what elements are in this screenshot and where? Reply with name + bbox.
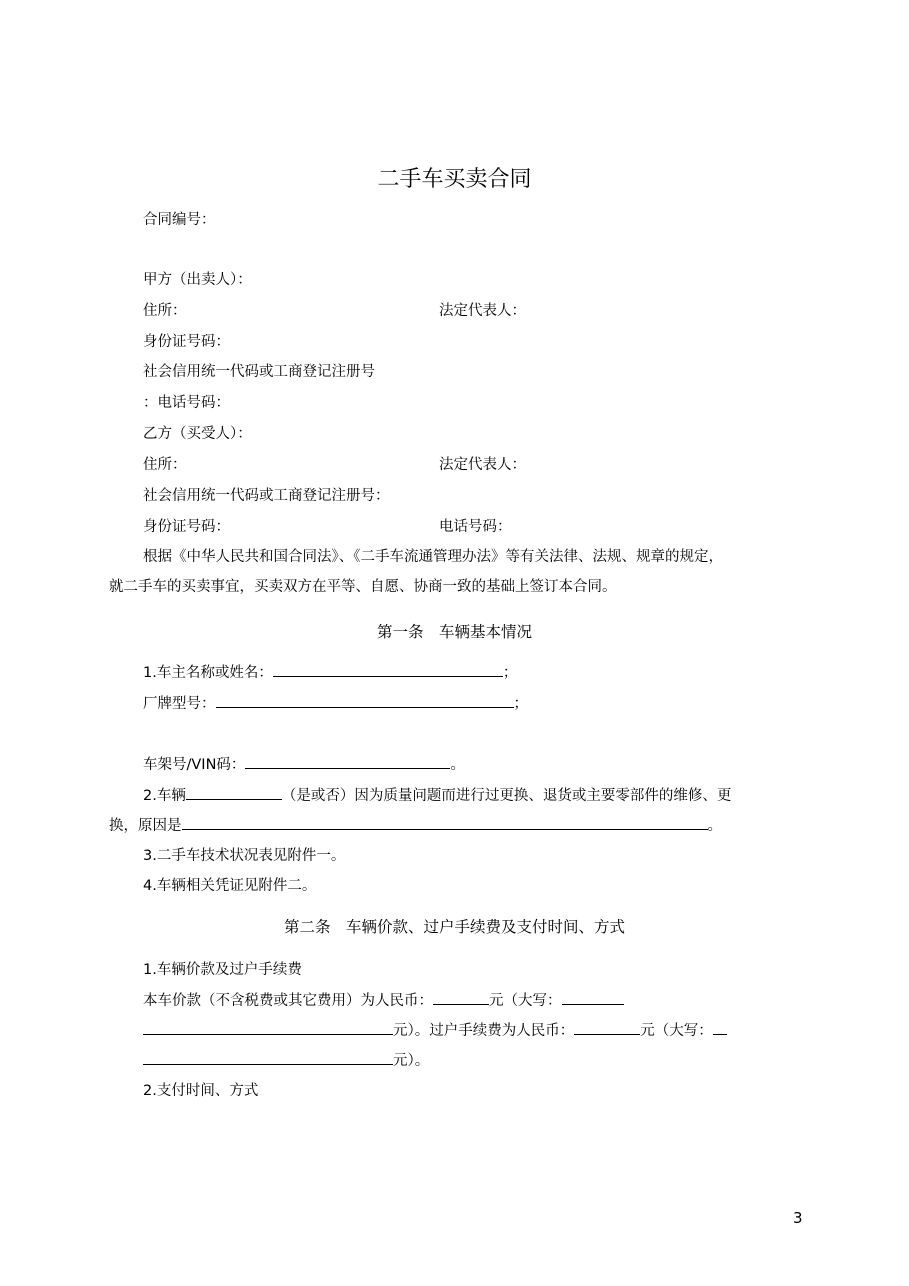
owner-name-line [143,662,517,683]
vin-blank[interactable] [245,754,450,769]
price-line-1 [143,990,624,1011]
party-a-heading: 甲方（出卖人）： [143,272,252,288]
owner-name-blank[interactable] [273,662,503,677]
price-capital-blank[interactable] [143,1020,393,1035]
transfer-fee-capital-label: 元（大写： [640,1023,713,1039]
document-title: 二手车买卖合同 [377,167,532,192]
item-4: 4.车辆相关凭证见附件二。 [143,878,317,894]
item-2-text: （是或否）因为质量问题而进行过更换、退货或主要零部件的维修、更 [281,788,732,804]
party-b-id-label: 身份证号码： [143,519,230,535]
contract-number-label: 合同编号： [143,212,216,228]
vin-label: 车架号/VIN码： [143,757,246,773]
vin-end: 。 [450,757,465,773]
owner-name-end: ； [502,665,518,681]
model-end: ； [513,696,528,712]
party-a-legal-rep-label: 法定代表人： [439,303,526,319]
transfer-fee-capital-blank-start[interactable] [713,1020,727,1035]
party-b-credit-code-label: 社会信用统一代码或工商登记注册号： [143,488,390,504]
party-a-phone-label: ：电话号码： [143,395,230,411]
transfer-fee-capital-blank[interactable] [143,1050,393,1065]
price-line-3 [143,1050,429,1071]
preamble-line-2: 就二手车的买卖事宜，买卖双方在平等、自愿、协商一致的基础上签订本合同。 [109,579,617,595]
model-label: 厂牌型号： [143,696,216,712]
transfer-fee-blank[interactable] [574,1020,640,1035]
article-2-heading: 第二条 车辆价款、过户手续费及支付时间、方式 [283,918,625,936]
owner-name-label: 1.车主名称或姓名： [143,665,273,681]
article-2-item-2: 2.支付时间、方式 [143,1083,259,1099]
price-capital-blank-start[interactable] [562,990,624,1005]
article-2-item-1: 1.车辆价款及过户手续费 [143,962,302,978]
item-2-prefix: 2.车辆 [143,788,186,804]
preamble-line-1: 根据《中华人民共和国合同法》、《二手车流通管理办法》等有关法律、法规、规章的规定， [143,549,723,565]
transfer-fee-label: 元）。过户手续费为人民币： [393,1023,575,1039]
party-b-heading: 乙方（买受人）： [143,426,252,442]
party-a-credit-code-label: 社会信用统一代码或工商登记注册号 [143,364,375,380]
reason-blank[interactable] [182,815,708,830]
vin-line [143,754,465,775]
reason-end: 。 [707,818,722,834]
price-label: 本车价款（不含税费或其它费用）为人民币： [143,993,433,1009]
party-b-address-label: 住所： [143,457,187,473]
yes-no-blank[interactable] [186,785,282,800]
article-1-heading: 第一条 车辆基本情况 [376,623,532,641]
reason-label: 换，原因是 [109,818,182,834]
price-blank[interactable] [433,990,489,1005]
model-line [143,693,528,714]
reason-line [109,815,722,836]
model-blank[interactable] [216,693,514,708]
party-b-phone-label: 电话号码： [439,519,512,535]
price-line-2 [143,1020,727,1041]
party-a-address-label: 住所： [143,303,187,319]
party-b-legal-rep-label: 法定代表人： [439,457,526,473]
price-capital-label: 元（大写： [489,993,562,1009]
item-3: 3.二手车技术状况表见附件一。 [143,848,346,864]
party-a-id-label: 身份证号码： [143,334,230,350]
item-2-line [143,785,731,806]
transfer-fee-end: 元）。 [393,1053,430,1069]
page-number: 3 [793,1209,803,1227]
